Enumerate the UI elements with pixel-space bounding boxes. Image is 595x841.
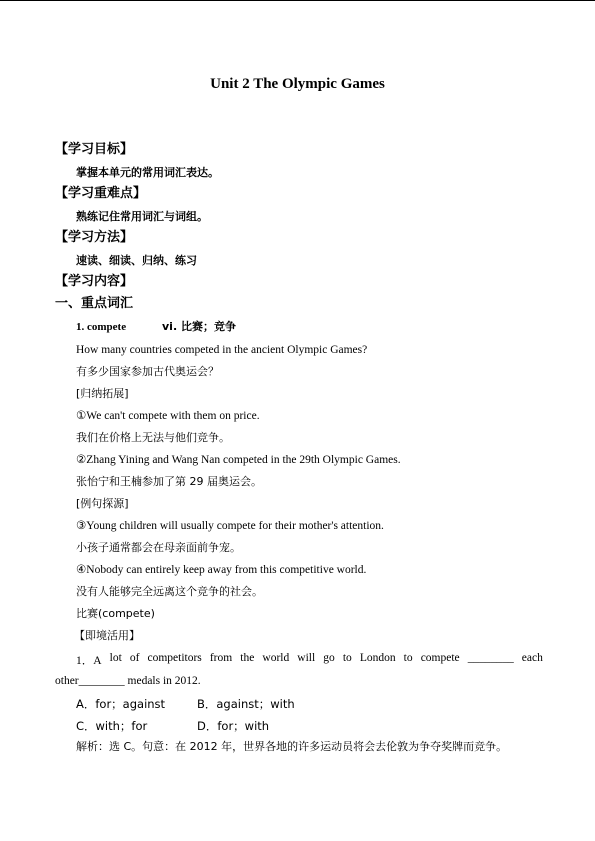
example-zh: 有多少国家参加古代奥运会？ (76, 365, 219, 378)
keypoints-text: 熟练记住常用词汇与词组。 (76, 210, 208, 223)
option-b[interactable]: B．against；with (197, 697, 295, 711)
q1-word: 1．A (76, 655, 102, 667)
answer-explanation: 解析：选 C。句意：在 2012 年，世界各地的许多运动员将会去伦敦为争夺奖牌而竞争。 (76, 740, 508, 753)
vocab-heading: 一、重点词汇 (55, 296, 134, 311)
ex2-zh: 张怡宁和王楠参加了第 29 届奥运会。 (76, 475, 262, 488)
option-d[interactable]: D．for；with (197, 719, 270, 733)
summary-label: [归纳拓展] (76, 387, 129, 400)
example-en: How many countries competed in the ancient Olympic Games? (76, 344, 368, 356)
q1-word: the (240, 652, 255, 664)
q1-word: lot (109, 652, 122, 664)
entry-headword: 1. compete (76, 321, 127, 333)
entry-pos-meaning: vi. 比赛；竞争 (162, 320, 236, 333)
page-title: Unit 2 The Olympic Games (210, 76, 385, 92)
q1-word: from (209, 652, 233, 664)
source-label: [例句探源] (76, 497, 129, 510)
ex2-en: ②Zhang Yining and Wang Nan competed in the 29th Olympic Games. (76, 454, 401, 466)
objectives-text: 掌握本单元的常用词汇表达。 (76, 166, 219, 179)
question-1-line-1 (76, 652, 543, 668)
q1-line2-other: other (55, 675, 79, 687)
content-heading: 【学习内容】 (55, 274, 134, 289)
ex1-en: ①We can't compete with them on price. (76, 410, 260, 422)
ex4-zh: 没有人能够完全远离这个竞争的社会。 (76, 585, 263, 598)
q1-blank-2[interactable]: ________ (78, 675, 125, 687)
ex3-en: ③Young children will usually compete for their mother's attention. (76, 520, 384, 532)
q1-word: each (521, 652, 543, 664)
top-rule (0, 0, 595, 1)
q1-word: go (323, 652, 335, 664)
methods-heading: 【学习方法】 (55, 230, 134, 245)
option-a[interactable]: A．for；against (76, 697, 166, 711)
q1-blank-1[interactable]: ________ (467, 652, 514, 664)
ex1-zh: 我们在价格上无法与他们竞争。 (76, 431, 230, 444)
q1-word: compete (420, 652, 460, 664)
q1-word: to (403, 652, 413, 664)
q1-line2-rest: medals in 2012. (124, 675, 201, 687)
q1-word: world (262, 652, 290, 664)
ex3-zh: 小孩子通常都会在母亲面前争宠。 (76, 541, 241, 554)
q1-word: will (297, 652, 316, 664)
option-c[interactable]: C．with；for (76, 719, 148, 733)
q1-word: of (129, 652, 140, 664)
ex4-en: ④Nobody can entirely keep away from this competitive world. (76, 564, 367, 576)
q1-word: to (342, 652, 352, 664)
q1-word: competitors (147, 652, 202, 664)
compete-note: 比赛(compete) (76, 607, 155, 620)
keypoints-heading: 【学习重难点】 (55, 186, 147, 201)
methods-text: 速读、细读、归纳、练习 (76, 254, 197, 267)
q1-word: London (359, 652, 396, 664)
question-1-line-2 (55, 674, 201, 688)
objectives-heading: 【学习目标】 (55, 142, 134, 157)
practice-label: 【即境活用】 (74, 629, 140, 642)
